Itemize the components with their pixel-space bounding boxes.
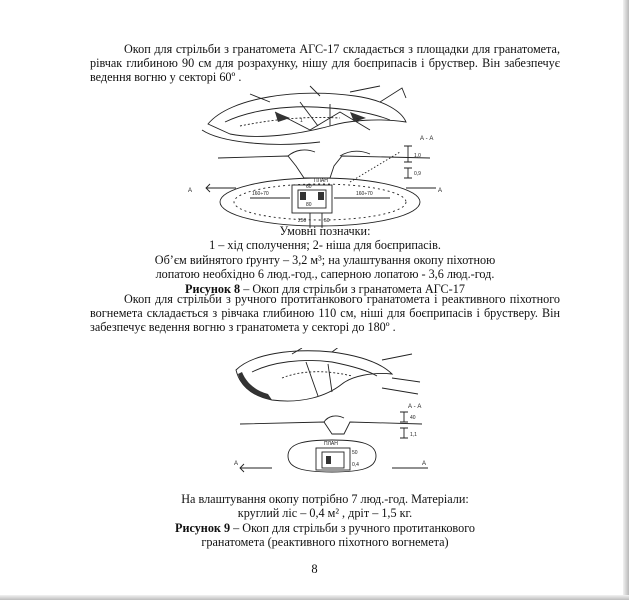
page-number: 8 xyxy=(311,562,318,576)
fig9-dim-depth: 1,1 xyxy=(410,432,417,438)
paragraph-ags17-text: Окоп для стрільби з гранатомета АГС-17 складається з площадки для гранатомета, рівчак глибиною 90 см для розрахунку, нішу для боєприпасів і бруствер. Він забезпечує ведення вогню у секторі 60º . xyxy=(90,42,560,85)
fig9-dim-top: 40 xyxy=(410,415,416,421)
fig8-callout-1: 1 xyxy=(300,118,303,124)
materials-line-1: На влаштування окопу потрібно 7 люд.-год. Матеріали: xyxy=(181,492,469,506)
fig8-dim-b2: 50 xyxy=(324,218,330,224)
fig9-label-a2: А xyxy=(422,461,427,467)
figure-8-title-text: – Окоп для стрільби з гранатомета АГС-17 xyxy=(240,281,465,296)
page-bottom-shadow xyxy=(0,595,629,600)
figure-9-title-1 xyxy=(90,521,560,535)
fig8-dim-b1: 250 xyxy=(298,218,307,224)
labor-line: лопатою необхідно 6 люд.-год., саперною лопатою - 3,6 люд.-год. xyxy=(155,267,495,282)
fig8-callout-2: 2 xyxy=(356,118,359,124)
figure-8-drawing xyxy=(180,82,450,228)
fig8-dim-depth: 1,0 xyxy=(414,153,421,159)
fig8-label-a2: А xyxy=(438,188,443,194)
legend-line: 1 – хід сполучення; 2- ніша для боєприпасів. xyxy=(209,238,441,253)
paragraph-rpg-text: Окоп для стрільби з ручного протитанкового гранатомета і реактивного піхотного вогнемета складається з рівчака глибиною 110 см, ніші для боєприпасів і брустверу. Він забезпечує ведення вогню з гранатомета у секторі до 180º . xyxy=(90,292,560,335)
figure-9-title-text-1: – Окоп для стрільби з ручного протитанкового xyxy=(230,520,475,535)
legend-title: Умовні позначки: xyxy=(279,224,371,238)
fig8-label-aa: А - А xyxy=(420,136,434,142)
fig8-label-a1: А xyxy=(188,188,193,194)
fig9-label-plan: ПЛАН xyxy=(324,441,338,447)
fig9-label-aa: А - А xyxy=(408,404,422,410)
materials-line-2: круглий ліс – 0,4 м² , дріт – 1,5 кг. xyxy=(237,506,413,521)
volume-line: Об’єм вийнятого ґрунту – 3,2 м³; на улаштування окопу піхотною xyxy=(154,252,496,267)
page-edge-shadow xyxy=(623,0,629,600)
figure-9-drawing xyxy=(232,348,432,488)
fig8-dim-top: 60 xyxy=(306,184,312,190)
figure-8-caption xyxy=(90,224,560,296)
paragraph-rpg xyxy=(90,292,560,335)
figure-9-title-2: гранатомета (реактивного піхотного вогнемета) xyxy=(201,535,449,550)
figure-9-caption xyxy=(90,492,560,550)
fig8-dim-depth2: 0,9 xyxy=(414,171,421,177)
fig8-label-plan: ПЛАН xyxy=(314,178,328,184)
fig9-dim-w: 50 xyxy=(352,450,358,456)
figure-9-label: Рисунок 9 xyxy=(175,520,231,535)
paragraph-ags17 xyxy=(90,42,560,85)
fig9-label-a1: А xyxy=(234,461,239,467)
fig8-dim-left: 160÷70 xyxy=(252,191,269,197)
fig8-dim-right: 160÷70 xyxy=(356,191,373,197)
fig9-dim-side: 0,4 xyxy=(352,462,359,468)
figure-8-label: Рисунок 8 xyxy=(185,281,241,296)
fig8-dim-mid: 80 xyxy=(306,202,312,208)
